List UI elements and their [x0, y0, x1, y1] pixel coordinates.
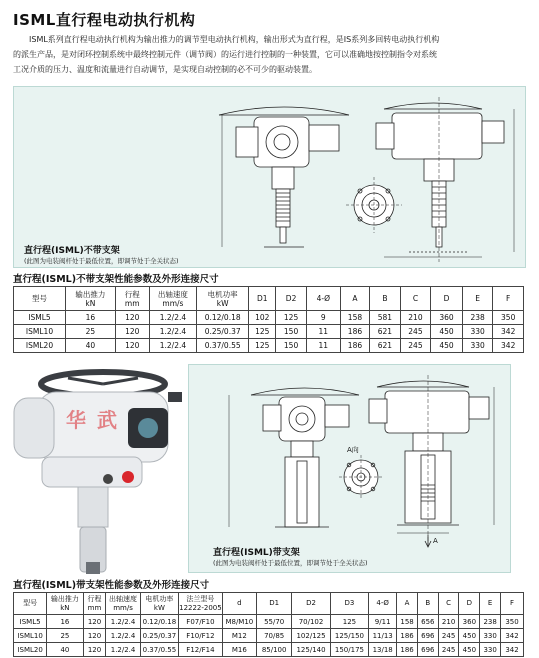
column-header-unit: mm/s — [113, 603, 133, 612]
table-cell: 342 — [501, 629, 524, 643]
table-cell: 245 — [400, 325, 431, 339]
column-header — [257, 593, 292, 615]
table-row — [14, 629, 524, 643]
column-header — [400, 287, 431, 311]
column-header — [292, 593, 330, 615]
table-cell: 0.25/0.37 — [197, 325, 249, 339]
column-header-label: D2 — [285, 294, 297, 303]
column-header-label: B — [382, 294, 388, 303]
table-cell: 0.37/0.55 — [140, 643, 178, 657]
column-header — [179, 593, 223, 615]
table-cell: 120 — [115, 311, 149, 325]
column-header-label: C — [412, 294, 419, 303]
column-header-label: 法兰型号 — [186, 594, 215, 603]
intro-line-2: 的派生产品，是对闭环控制系统中最终控制元件（调节阀）的运行进行控制的一种装置，它可以准确地按控制指令对系统 — [13, 50, 437, 59]
column-header-label: 行程 — [124, 289, 140, 299]
table-cell: 70/85 — [257, 629, 292, 643]
table-cell: 125 — [249, 325, 276, 339]
column-header-label: C — [446, 599, 452, 607]
table-cell: 158 — [397, 615, 418, 629]
table-cell: 360 — [459, 615, 480, 629]
column-header — [149, 287, 196, 311]
table-cell: 125 — [330, 615, 368, 629]
table-cell: 125/150 — [330, 629, 368, 643]
column-header-label: 电机功率 — [145, 594, 174, 603]
table-row — [14, 643, 524, 657]
table-cell: 158 — [340, 311, 369, 325]
product-photo — [8, 362, 188, 577]
table-cell: 9 — [306, 311, 340, 325]
table-cell: 621 — [370, 325, 401, 339]
table-cell: 125/140 — [292, 643, 330, 657]
column-header-label: d — [237, 599, 242, 607]
table-cell: 238 — [480, 615, 501, 629]
column-header — [330, 593, 368, 615]
table-cell: 186 — [340, 339, 369, 353]
table-cell: 40 — [47, 643, 83, 657]
table-cell: 1.2/2.4 — [149, 339, 196, 353]
column-header-label: E — [487, 599, 493, 607]
table-cell: 245 — [438, 629, 459, 643]
table-cell: M12 — [222, 629, 256, 643]
figure-panel-no-bracket — [13, 86, 526, 268]
column-header — [340, 287, 369, 311]
table-row — [14, 325, 524, 339]
column-header-label: 行程 — [87, 594, 102, 603]
table-cell: 450 — [459, 629, 480, 643]
column-header — [249, 287, 276, 311]
table-row — [14, 339, 524, 353]
column-header-label: 型号 — [23, 599, 38, 607]
table-cell: 245 — [400, 339, 431, 353]
column-header-label: F — [506, 294, 511, 303]
page-title: ISML直行程电动执行机构 — [13, 11, 196, 29]
column-header-label: 出轴速度 — [109, 594, 138, 603]
a-view-label: A向 — [347, 446, 359, 454]
table-cell: 450 — [459, 643, 480, 657]
column-header-label: A — [352, 294, 358, 303]
table-cell: 330 — [480, 643, 501, 657]
table-cell: 40 — [66, 339, 116, 353]
table-cell: 150/175 — [330, 643, 368, 657]
table-cell: 581 — [370, 311, 401, 325]
table-cell: 120 — [83, 629, 106, 643]
table-cell: ISML5 — [14, 615, 47, 629]
table2-header-row — [14, 593, 524, 615]
table-cell: 120 — [83, 643, 106, 657]
column-header — [14, 287, 66, 311]
table-cell: 120 — [115, 325, 149, 339]
table-cell: ISML10 — [14, 325, 66, 339]
table-cell: 186 — [397, 643, 418, 657]
column-header — [197, 287, 249, 311]
column-header — [459, 593, 480, 615]
table-cell: 330 — [480, 629, 501, 643]
column-header-label: D3 — [344, 599, 355, 607]
table-cell: 125 — [249, 339, 276, 353]
column-header — [106, 593, 140, 615]
table-cell: 0.12/0.18 — [197, 311, 249, 325]
table-cell: 11 — [306, 325, 340, 339]
column-header — [83, 593, 106, 615]
table-cell: 102 — [249, 311, 276, 325]
column-header-unit: mm — [87, 603, 102, 612]
column-header-label: 电机功率 — [207, 289, 238, 299]
column-header-unit: kN — [85, 298, 96, 308]
table-cell: 120 — [115, 339, 149, 353]
table-cell: 125 — [276, 311, 307, 325]
table-cell: 13/18 — [369, 643, 397, 657]
table-cell: 0.37/0.55 — [197, 339, 249, 353]
table-cell: 70/102 — [292, 615, 330, 629]
column-header — [438, 593, 459, 615]
table-cell: 1.2/2.4 — [106, 629, 140, 643]
technical-drawing-no-bracket — [14, 87, 525, 267]
column-header-label: D — [466, 599, 473, 607]
table-cell: 350 — [501, 615, 524, 629]
brand-watermark: 华 武 — [66, 408, 119, 432]
table-cell: 342 — [493, 325, 524, 339]
column-header — [276, 287, 307, 311]
technical-drawing-with-bracket — [189, 365, 510, 572]
table-cell: F07/F10 — [179, 615, 223, 629]
column-header — [462, 287, 493, 311]
table-cell: M8/M10 — [222, 615, 256, 629]
table-cell: 330 — [462, 325, 493, 339]
table-cell: 102/125 — [292, 629, 330, 643]
intro-line-1: ISML系列直行程电动执行机构为输出推力的调节型电动执行机构，输出形式为直行程，是IS系列多回转电动执行机构 — [29, 35, 440, 44]
table-cell: 25 — [47, 629, 83, 643]
table-cell: 450 — [431, 325, 463, 339]
table1-header-row — [14, 287, 524, 311]
table-cell: 186 — [340, 325, 369, 339]
a-arrow-label: A — [433, 537, 438, 545]
figure-panel-with-bracket — [188, 364, 511, 573]
table-cell: M16 — [222, 643, 256, 657]
column-header-label: 出轴速度 — [157, 289, 188, 299]
intro-line-3: 工况介质的压力、温度和流量进行自动调节，是实现自动控制的必不可少的驱动装置。 — [13, 65, 317, 74]
table-cell: 11/13 — [369, 629, 397, 643]
table-cell: ISML10 — [14, 629, 47, 643]
table-cell: 150 — [276, 325, 307, 339]
column-header-unit: kW — [216, 298, 229, 308]
column-header-label: D2 — [306, 599, 316, 607]
figure-note-no-bracket: (此图为电装阀杆处于最低位置，即调节处于全关状态) — [24, 257, 179, 265]
table-cell: 238 — [462, 311, 493, 325]
column-header — [115, 287, 149, 311]
table-cell: 16 — [66, 311, 116, 325]
table-cell: 696 — [417, 643, 438, 657]
table-cell: F10/F12 — [179, 629, 223, 643]
table-cell: 450 — [431, 339, 463, 353]
column-header-label: E — [475, 294, 481, 303]
table-cell: 1.2/2.4 — [106, 643, 140, 657]
column-header-label: 输出推力 — [50, 594, 79, 603]
table-cell: 245 — [438, 643, 459, 657]
column-header — [431, 287, 463, 311]
spec-table-no-bracket — [13, 286, 524, 353]
table-cell: 25 — [66, 325, 116, 339]
column-header-label: A — [404, 599, 410, 607]
table-cell: ISML5 — [14, 311, 66, 325]
column-header-unit: mm/s — [162, 298, 184, 308]
table-cell: 0.25/0.37 — [140, 629, 178, 643]
column-header-unit: mm — [124, 298, 140, 308]
table-cell: 85/100 — [257, 643, 292, 657]
table-cell: 342 — [493, 339, 524, 353]
table-cell: ISML20 — [14, 643, 47, 657]
table-cell: 11 — [306, 339, 340, 353]
table-cell: ISML20 — [14, 339, 66, 353]
table-cell: F12/F14 — [179, 643, 223, 657]
table-cell: 350 — [493, 311, 524, 325]
table-cell: 696 — [417, 629, 438, 643]
column-header — [501, 593, 524, 615]
column-header-label: 输出推力 — [75, 289, 106, 299]
column-header — [397, 593, 418, 615]
table-cell: 342 — [501, 643, 524, 657]
figure-note-with-bracket: (此图为电装阀杆处于最低位置，即调节处于全关状态) — [213, 559, 368, 567]
table1-title: 直行程(ISML)不带支架性能参数及外形连接尺寸 — [13, 274, 219, 285]
figure-caption-no-bracket: 直行程(ISML)不带支架 — [24, 246, 120, 256]
column-header — [14, 593, 47, 615]
table-cell: 656 — [417, 615, 438, 629]
table-cell: 9/11 — [369, 615, 397, 629]
column-header-label: 型号 — [32, 294, 47, 303]
table-cell: 330 — [462, 339, 493, 353]
column-header — [222, 593, 256, 615]
table-cell: 360 — [431, 311, 463, 325]
column-header — [480, 593, 501, 615]
table-cell: 120 — [83, 615, 106, 629]
column-header — [47, 593, 83, 615]
column-header-label: 4-Ø — [376, 599, 389, 607]
column-header-label: B — [425, 599, 431, 607]
table-row — [14, 311, 524, 325]
column-header-unit: 12222-2005 — [179, 603, 222, 612]
table-cell: 1.2/2.4 — [106, 615, 140, 629]
table-cell: 16 — [47, 615, 83, 629]
column-header — [417, 593, 438, 615]
table-cell: 55/70 — [257, 615, 292, 629]
intro-text — [13, 32, 529, 77]
table-cell: 1.2/2.4 — [149, 325, 196, 339]
table2-title: 直行程(ISML)带支架性能参数及外形连接尺寸 — [13, 580, 210, 591]
column-header-label: D — [443, 294, 450, 303]
column-header — [140, 593, 178, 615]
column-header — [493, 287, 524, 311]
table-cell: 150 — [276, 339, 307, 353]
table-cell: 210 — [438, 615, 459, 629]
column-header-unit: kW — [153, 603, 165, 612]
table-cell: 210 — [400, 311, 431, 325]
figure-caption-with-bracket: 直行程(ISML)带支架 — [213, 548, 300, 558]
column-header-label: D1 — [269, 599, 280, 607]
column-header — [66, 287, 116, 311]
column-header-label: 4-Ø — [316, 294, 330, 303]
table-cell: 1.2/2.4 — [149, 311, 196, 325]
table-cell: 621 — [370, 339, 401, 353]
column-header — [306, 287, 340, 311]
column-header — [370, 287, 401, 311]
column-header-label: D1 — [256, 294, 268, 303]
table-cell: 0.12/0.18 — [140, 615, 178, 629]
table-cell: 186 — [397, 629, 418, 643]
spec-table-with-bracket — [13, 592, 524, 657]
column-header-label: F — [509, 599, 515, 607]
table-row — [14, 615, 524, 629]
column-header — [369, 593, 397, 615]
column-header-unit: kN — [60, 603, 70, 612]
